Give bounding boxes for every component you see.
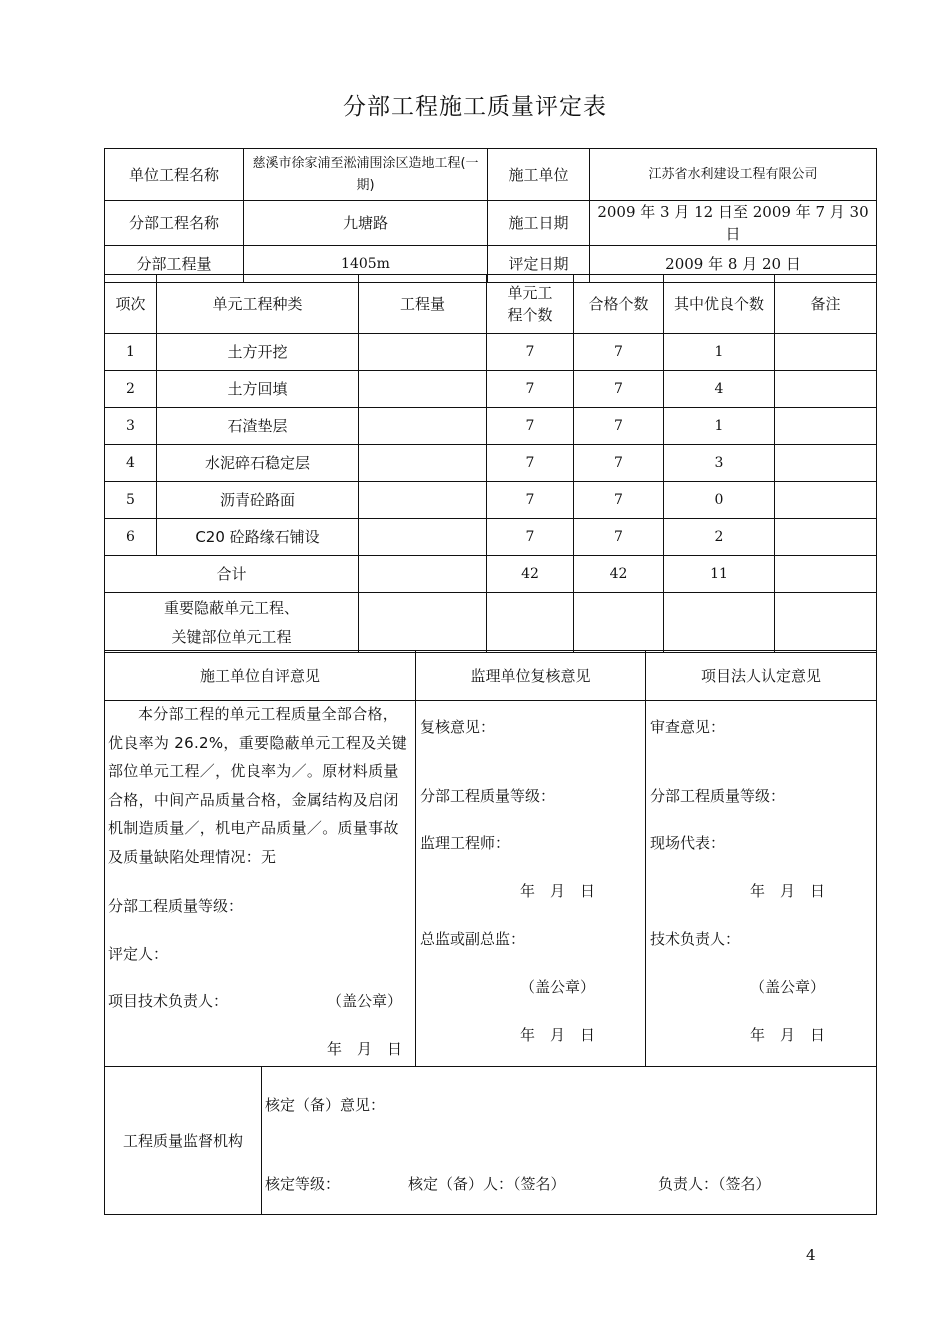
row-no: 3 xyxy=(105,408,157,445)
unit-project-label: 单位工程名称 xyxy=(105,149,244,201)
supervisor-date-1: 年 月 日 xyxy=(520,882,596,900)
col-header-qty: 工程量 xyxy=(359,275,487,334)
total-note xyxy=(775,556,877,593)
row-type: 土方开挖 xyxy=(157,334,359,371)
contractor-grade-label: 分部工程质量等级： xyxy=(108,897,244,915)
row-excellent: 3 xyxy=(664,445,775,482)
page-title: 分部工程施工质量评定表 xyxy=(343,94,607,120)
supervision-org-label: 工程质量监督机构 xyxy=(105,1067,262,1215)
unit-works-table xyxy=(104,274,877,653)
owner-seal: （盖公章） xyxy=(750,978,826,996)
total-excellent: 11 xyxy=(664,556,775,593)
unit-project-value: 慈溪市徐家浦至淞浦围涂区造地工程(一期) xyxy=(244,149,488,201)
owner-grade-label: 分部工程质量等级： xyxy=(650,787,786,805)
row-pass: 7 xyxy=(574,334,664,371)
row-pass: 7 xyxy=(574,371,664,408)
row-pass: 7 xyxy=(574,408,664,445)
row-no: 4 xyxy=(105,445,157,482)
key-units-excellent xyxy=(664,593,775,653)
row-type: 沥青砼路面 xyxy=(157,482,359,519)
supervisor-grade-label: 分部工程质量等级： xyxy=(420,787,556,805)
row-note xyxy=(775,408,877,445)
row-type: 水泥碎石稳定层 xyxy=(157,445,359,482)
owner-date-2: 年 月 日 xyxy=(750,1026,826,1044)
total-qty xyxy=(359,556,487,593)
contractor-date: 年 月 日 xyxy=(327,1040,403,1058)
row-note xyxy=(775,371,877,408)
supervisor-opinion-header: 监理单位复核意见 xyxy=(416,651,646,701)
col-header-note: 备注 xyxy=(775,275,877,334)
owner-rep-label: 现场代表： xyxy=(650,834,726,852)
row-excellent: 2 xyxy=(664,519,775,556)
owner-opinion-header: 项目法人认定意见 xyxy=(646,651,877,701)
sub-project-label: 分部工程名称 xyxy=(105,201,244,246)
col-header-type: 单元工程种类 xyxy=(157,275,359,334)
row-type: C20 砼路缘石铺设 xyxy=(157,519,359,556)
sub-project-value: 九塘路 xyxy=(244,201,488,246)
key-units-row xyxy=(105,593,877,653)
contractor-opinion-text: 本分部工程的单元工程质量全部合格，优良率为 26.2%，重要隐蔽单元工程及关键部位单元工程／，优良率为／。原材料质量合格，中间产品质量合格，金属结构及启闭机制造质量／，机电产品质量／。质量事故及质量缺陷处理情况：无 xyxy=(108,705,408,866)
row-units: 7 xyxy=(487,408,574,445)
row-no: 5 xyxy=(105,482,157,519)
table-row xyxy=(105,519,877,556)
row-qty xyxy=(359,408,487,445)
eval-date-value: 2009 年 8 月 20 日 xyxy=(590,246,877,283)
contractor-label: 施工单位 xyxy=(488,149,590,201)
row-no: 6 xyxy=(105,519,157,556)
row-type: 土方回填 xyxy=(157,371,359,408)
key-units-qty xyxy=(359,593,487,653)
construction-date-value: 2009 年 3 月 12 日至 2009 年 7 月 30 日 xyxy=(590,201,877,246)
row-note xyxy=(775,334,877,371)
key-units-label: 重要隐蔽单元工程、 关键部位单元工程 xyxy=(105,593,359,653)
row-type: 石渣垫层 xyxy=(157,408,359,445)
construction-date-label: 施工日期 xyxy=(488,201,590,246)
row-note xyxy=(775,445,877,482)
total-row xyxy=(105,556,877,593)
row-excellent: 4 xyxy=(664,371,775,408)
page-number: 4 xyxy=(806,1246,816,1264)
contractor-opinion-header: 施工单位自评意见 xyxy=(105,651,416,701)
col-header-pass: 合格个数 xyxy=(574,275,664,334)
row-note xyxy=(775,482,877,519)
supervisor-engineer-label: 监理工程师： xyxy=(420,834,511,852)
table-row xyxy=(105,408,877,445)
row-units: 7 xyxy=(487,519,574,556)
col-header-excellent: 其中优良个数 xyxy=(664,275,775,334)
row-qty xyxy=(359,371,487,408)
table-row xyxy=(105,371,877,408)
table-row xyxy=(105,482,877,519)
supervision-grade-label: 核定等级： xyxy=(265,1175,341,1193)
row-qty xyxy=(359,445,487,482)
supervision-approver-label: 核定（备）人：（签名） xyxy=(408,1175,566,1193)
supervisor-review-label: 复核意见： xyxy=(420,718,496,736)
row-pass: 7 xyxy=(574,482,664,519)
row-qty xyxy=(359,519,487,556)
row-note xyxy=(775,519,877,556)
row-pass: 7 xyxy=(574,519,664,556)
contractor-seal: （盖公章） xyxy=(327,992,403,1010)
row-units: 7 xyxy=(487,445,574,482)
header-table xyxy=(104,148,877,283)
table-row xyxy=(105,445,877,482)
supervision-content-cell xyxy=(262,1067,877,1215)
supervisor-chief-label: 总监或副总监： xyxy=(420,930,526,948)
row-units: 7 xyxy=(487,482,574,519)
key-units-note xyxy=(775,593,877,653)
supervisor-date-2: 年 月 日 xyxy=(520,1026,596,1044)
row-no: 2 xyxy=(105,371,157,408)
owner-tech-lead-label: 技术负责人： xyxy=(650,930,741,948)
owner-review-label: 审查意见： xyxy=(650,718,726,736)
owner-date-1: 年 月 日 xyxy=(750,882,826,900)
tech-lead-label: 项目技术负责人： xyxy=(108,992,229,1010)
table-row xyxy=(105,334,877,371)
quantity-label: 分部工程量 xyxy=(105,246,244,283)
contractor-value: 江苏省水利建设工程有限公司 xyxy=(590,149,877,201)
supervision-opinion-label: 核定（备）意见： xyxy=(265,1096,386,1114)
key-units-pass xyxy=(574,593,664,653)
col-header-no: 项次 xyxy=(105,275,157,334)
row-excellent: 1 xyxy=(664,334,775,371)
supervisor-seal: （盖公章） xyxy=(520,978,596,996)
col-header-units: 单元工 程个数 xyxy=(487,275,574,334)
eval-date-label: 评定日期 xyxy=(488,246,590,283)
total-pass: 42 xyxy=(574,556,664,593)
quantity-value: 1405m xyxy=(244,246,488,283)
row-units: 7 xyxy=(487,334,574,371)
supervision-leader-label: 负责人：（签名） xyxy=(658,1175,771,1193)
row-units: 7 xyxy=(487,371,574,408)
row-excellent: 0 xyxy=(664,482,775,519)
total-label: 合计 xyxy=(105,556,359,593)
row-qty xyxy=(359,482,487,519)
row-qty xyxy=(359,334,487,371)
row-pass: 7 xyxy=(574,445,664,482)
total-units: 42 xyxy=(487,556,574,593)
row-excellent: 1 xyxy=(664,408,775,445)
evaluator-label: 评定人： xyxy=(108,945,169,963)
key-units-units xyxy=(487,593,574,653)
row-no: 1 xyxy=(105,334,157,371)
